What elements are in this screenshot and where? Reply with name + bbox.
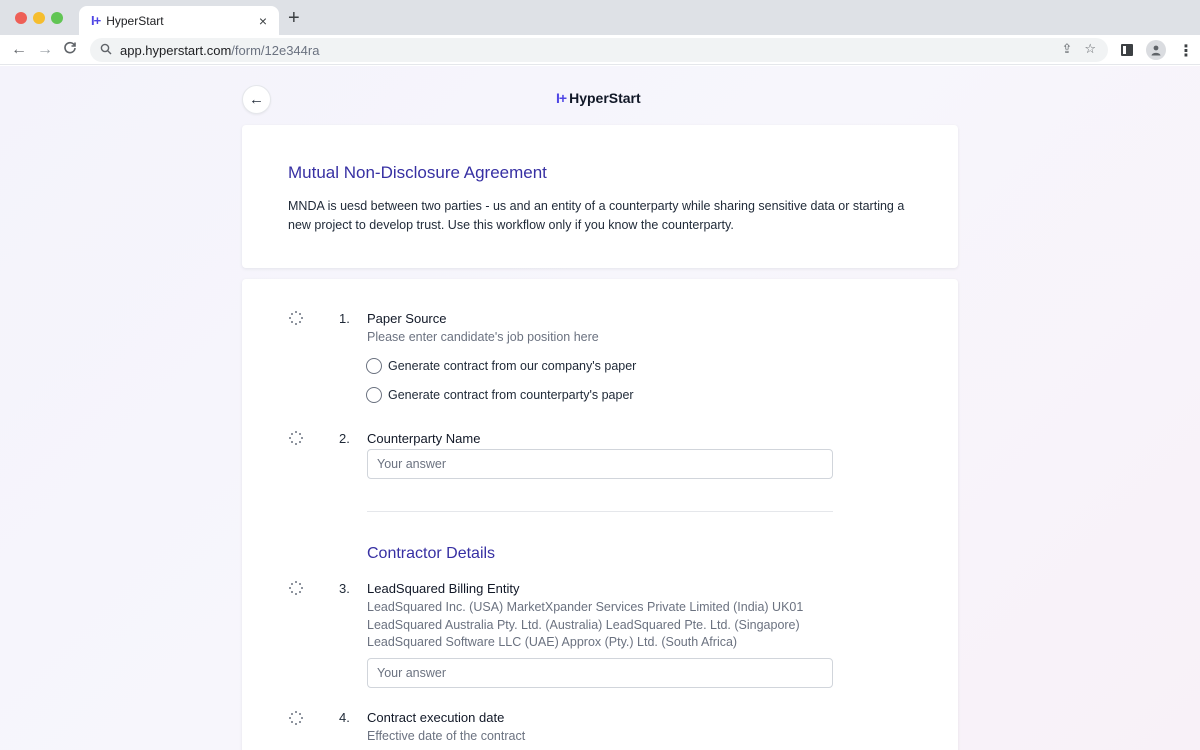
back-button[interactable]: ←: [242, 85, 271, 114]
question-number: 1.: [339, 311, 350, 326]
tab-close-icon[interactable]: ×: [258, 12, 267, 29]
question-help-line: LeadSquared Software LLC (UAE) Approx (Pty.) Ltd. (South Africa): [367, 635, 738, 649]
radio-button[interactable]: [366, 387, 382, 403]
billing-entity-input[interactable]: [367, 658, 833, 688]
share-icon[interactable]: ⇪: [1061, 41, 1073, 56]
form-title: Mutual Non-Disclosure Agreement: [288, 163, 547, 182]
browser-toolbar: [0, 35, 1200, 65]
section-divider: [367, 511, 833, 512]
bookmark-star-icon[interactable]: ☆: [1084, 41, 1096, 56]
window-close-button[interactable]: [15, 12, 27, 24]
browser-menu-icon[interactable]: ⋮: [1178, 43, 1194, 60]
loading-spinner-icon: [289, 431, 303, 445]
new-tab-button[interactable]: +: [288, 7, 300, 29]
browser-back-button[interactable]: ←: [11, 41, 27, 58]
loading-spinner-icon: [289, 711, 303, 725]
reload-icon[interactable]: [63, 41, 77, 60]
question-help: Please enter candidate's job position here: [367, 330, 599, 344]
browser-tab-bar: [0, 0, 1200, 35]
brand-name: HyperStart: [569, 90, 641, 106]
question-help-line: LeadSquared Australia Pty. Ltd. (Australia) LeadSquared Pte. Ltd. (Singapore): [367, 618, 800, 632]
radio-option-company-paper[interactable]: [366, 358, 636, 374]
window-maximize-button[interactable]: [51, 12, 63, 24]
radio-label: Generate contract from counterparty's paper: [388, 388, 634, 402]
question-label: Paper Source: [367, 311, 447, 326]
search-icon: [100, 43, 112, 58]
page-content: [0, 66, 1200, 750]
url-host: app.hyperstart.com: [120, 42, 232, 58]
brand-header: [556, 90, 641, 106]
radio-option-counterparty-paper[interactable]: [366, 387, 634, 403]
form-body-card: [242, 279, 958, 750]
question-label: Counterparty Name: [367, 431, 481, 446]
hyperstart-logo-icon: I+: [91, 13, 101, 28]
url-path: /form/12e344ra: [231, 42, 320, 58]
side-panel-icon[interactable]: [1121, 44, 1133, 56]
profile-avatar-icon[interactable]: [1146, 40, 1166, 60]
browser-tab[interactable]: [79, 6, 279, 35]
window-minimize-button[interactable]: [33, 12, 45, 24]
loading-spinner-icon: [289, 311, 303, 325]
question-help: Effective date of the contract: [367, 729, 526, 743]
section-title-contractor-details: Contractor Details: [367, 545, 496, 562]
question-label: Contract execution date: [367, 710, 505, 725]
radio-button[interactable]: [366, 358, 382, 374]
question-label: LeadSquared Billing Entity: [367, 581, 520, 596]
hyperstart-logo-icon: I+: [556, 90, 567, 106]
question-number: 2.: [339, 431, 350, 446]
radio-label: Generate contract from our company's paper: [388, 359, 637, 373]
tab-title: HyperStart: [106, 13, 164, 28]
browser-forward-button[interactable]: →: [37, 41, 53, 58]
question-help-line: LeadSquared Inc. (USA) MarketXpander Services Private Limited (India) UK01: [367, 600, 804, 614]
loading-spinner-icon: [289, 581, 303, 595]
counterparty-name-input[interactable]: [367, 449, 833, 479]
address-bar[interactable]: [90, 38, 1108, 62]
form-description: MNDA is uesd between two parties - us and an entity of a counterparty while sharing sensitive data or starting a new project to develop trust. Use this workflow only if you know the counterparty.: [288, 199, 905, 232]
form-header-card: [242, 125, 958, 268]
question-number: 3.: [339, 581, 350, 596]
question-number: 4.: [339, 710, 350, 725]
